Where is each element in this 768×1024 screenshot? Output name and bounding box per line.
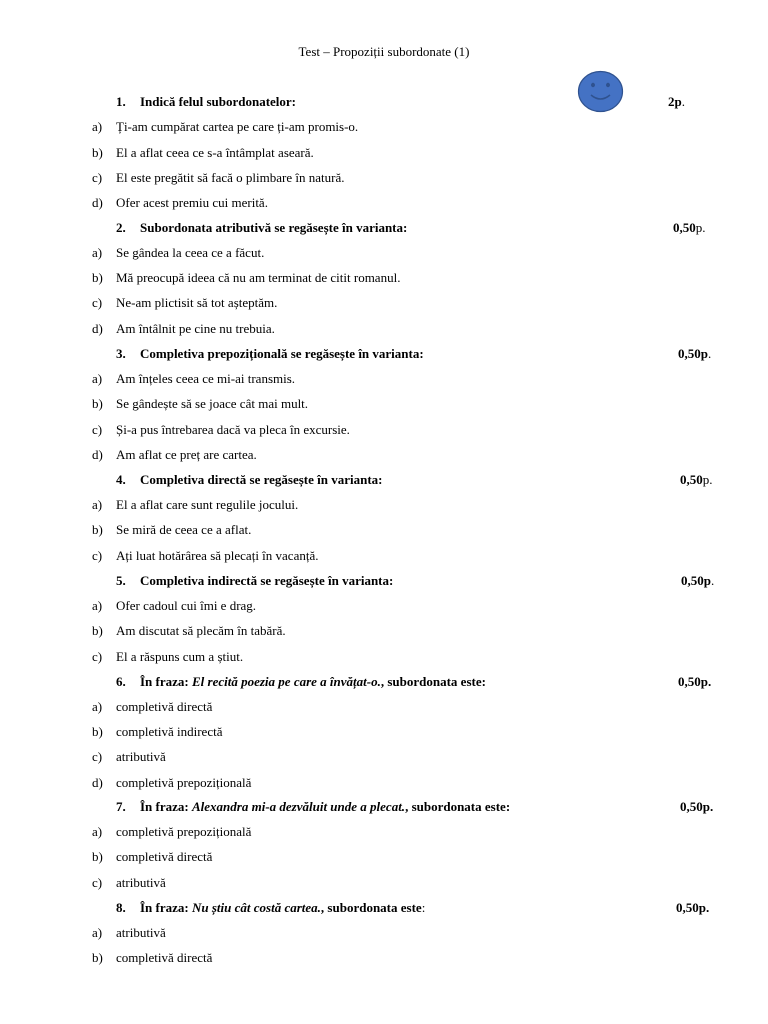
option-text: Am înțeles ceea ce mi-ai transmis. <box>116 371 296 386</box>
question-8-option-a <box>0 923 768 943</box>
option-text: Se gândește să se joace cât mai mult. <box>116 396 309 411</box>
question-number: 6. <box>116 674 126 689</box>
option-letter: c) <box>92 875 103 890</box>
question-points: 0,50p. <box>676 900 710 915</box>
option-letter: c) <box>92 649 103 664</box>
option-text: completivă prepozițională <box>116 775 252 790</box>
option-text: El este pregătit să facă o plimbare în natură. <box>116 170 345 185</box>
question-text <box>140 898 425 918</box>
question-text: Completiva directă se regăsește în varianta: <box>140 472 383 487</box>
option-text: completivă prepozițională <box>116 824 252 839</box>
option-text: Ne-am plictisit să tot așteptăm. <box>116 295 278 310</box>
question-7-option-b <box>0 847 768 867</box>
question-6-option-b <box>0 722 768 742</box>
option-letter: d) <box>92 447 103 462</box>
question-text-after: , subordonata este: <box>405 799 511 814</box>
question-5-option-a <box>0 596 768 616</box>
question-number: 8. <box>116 900 126 915</box>
question-5-option-b <box>0 621 768 641</box>
option-text: Ofer cadoul cui îmi e drag. <box>116 598 257 613</box>
example-sentence: Nu știu cât costă cartea. <box>192 900 321 915</box>
example-sentence: El recită poezia pe care a învățat-o. <box>192 674 381 689</box>
option-letter: b) <box>92 522 103 537</box>
question-points <box>678 344 711 364</box>
option-text: atributivă <box>116 749 166 764</box>
points-value: 0,50 <box>680 472 703 487</box>
question-points <box>680 470 713 490</box>
question-text: Completiva indirectă se regăsește în varianta: <box>140 573 394 588</box>
option-letter: d) <box>92 195 103 210</box>
option-letter: a) <box>92 371 103 386</box>
option-text: Am aflat ce preț are cartea. <box>116 447 257 462</box>
question-6-option-a <box>0 697 768 717</box>
question-1-option-a <box>0 117 768 137</box>
option-text: completivă directă <box>116 849 213 864</box>
points-suffix: . <box>707 346 712 361</box>
question-2-option-c <box>0 293 768 313</box>
question-3-header <box>0 344 768 364</box>
option-text: El a aflat care sunt regulile jocului. <box>116 497 299 512</box>
question-points <box>673 218 706 238</box>
question-text-after: , subordonata este <box>320 900 422 915</box>
points-value: 0,50 <box>673 220 696 235</box>
question-4-option-b <box>0 520 768 540</box>
question-text-before: În fraza: <box>140 674 192 689</box>
question-3-option-c <box>0 420 768 440</box>
smiley-left-eye <box>591 83 595 87</box>
question-7-header <box>0 797 768 817</box>
option-letter: b) <box>92 950 103 965</box>
question-2-header <box>0 218 768 238</box>
question-1-option-d <box>0 193 768 213</box>
question-points: 0,50p. <box>680 799 714 814</box>
points-suffix: p. <box>695 220 706 235</box>
points-value: 0,50p <box>678 346 708 361</box>
question-text-after: , subordonata este: <box>380 674 486 689</box>
question-2-option-b <box>0 268 768 288</box>
question-text <box>140 797 510 817</box>
option-letter: c) <box>92 170 103 185</box>
option-text: completivă directă <box>116 950 213 965</box>
option-text: completivă indirectă <box>116 724 223 739</box>
option-letter: c) <box>92 548 103 563</box>
question-6-header <box>0 672 768 692</box>
option-letter: b) <box>92 849 103 864</box>
question-number: 2. <box>116 220 126 235</box>
question-1-option-b <box>0 143 768 163</box>
question-4-header <box>0 470 768 490</box>
option-letter: a) <box>92 245 103 260</box>
question-text: Subordonata atributivă se regăsește în varianta: <box>140 220 408 235</box>
question-text-colon: : <box>421 900 426 915</box>
option-letter: c) <box>92 749 103 764</box>
option-letter: a) <box>92 119 103 134</box>
question-2-option-d <box>0 319 768 339</box>
example-sentence: Alexandra mi-a dezvăluit unde a plecat. <box>192 799 406 814</box>
option-text: Se gândea la ceea ce a făcut. <box>116 245 265 260</box>
question-text: Indică felul subordonatelor: <box>140 94 297 109</box>
question-1-header <box>0 92 768 112</box>
smiley-right-eye <box>606 83 610 87</box>
question-text-before: În fraza: <box>140 900 192 915</box>
option-letter: a) <box>92 497 103 512</box>
option-letter: b) <box>92 623 103 638</box>
option-text: Mă preocupă ideea că nu am terminat de citit romanul. <box>116 270 401 285</box>
question-7-option-a <box>0 822 768 842</box>
option-text: Am discutat să plecăm în tabără. <box>116 623 286 638</box>
question-6-option-d <box>0 773 768 793</box>
option-text: El a aflat ceea ce s-a întâmplat aseară. <box>116 145 314 160</box>
option-text: atributivă <box>116 925 166 940</box>
question-text: Completiva prepozițională se regăsește în varianta: <box>140 346 424 361</box>
option-letter: c) <box>92 422 103 437</box>
points-suffix: . <box>710 573 715 588</box>
option-letter: d) <box>92 321 103 336</box>
question-6-option-c <box>0 747 768 767</box>
option-letter: b) <box>92 724 103 739</box>
option-letter: a) <box>92 824 103 839</box>
question-number: 3. <box>116 346 126 361</box>
question-5-option-c <box>0 647 768 667</box>
option-letter: b) <box>92 270 103 285</box>
question-points: 0,50p. <box>678 674 712 689</box>
page-title: Test – Propoziții subordonate (1) <box>298 44 470 59</box>
question-5-header <box>0 571 768 591</box>
option-text: Se miră de ceea ce a aflat. <box>116 522 252 537</box>
question-text <box>140 672 486 692</box>
question-8-option-b <box>0 948 768 968</box>
question-points <box>668 92 685 112</box>
option-text: completivă directă <box>116 699 213 714</box>
option-text: Și-a pus întrebarea dacă va pleca în excursie. <box>116 422 350 437</box>
question-8-header <box>0 898 768 918</box>
question-text-before: În fraza: <box>140 799 192 814</box>
points-suffix: p. <box>702 472 713 487</box>
option-letter: a) <box>92 925 103 940</box>
option-text: Ți-am cumpărat cartea pe care ți-am promis-o. <box>116 119 359 134</box>
question-4-option-c <box>0 546 768 566</box>
option-letter: d) <box>92 775 103 790</box>
question-number: 5. <box>116 573 126 588</box>
option-text: Ofer acest premiu cui merită. <box>116 195 268 210</box>
question-3-option-b <box>0 394 768 414</box>
option-text: El a răspuns cum a știut. <box>116 649 244 664</box>
points-value: 2p <box>668 94 682 109</box>
option-text: Ați luat hotărârea să plecați în vacanță. <box>116 548 319 563</box>
option-text: atributivă <box>116 875 166 890</box>
option-letter: a) <box>92 699 103 714</box>
option-letter: a) <box>92 598 103 613</box>
question-3-option-a <box>0 369 768 389</box>
points-suffix: . <box>681 94 685 109</box>
question-3-option-d <box>0 445 768 465</box>
question-number: 4. <box>116 472 126 487</box>
option-letter: b) <box>92 396 103 411</box>
question-2-option-a <box>0 243 768 263</box>
points-value: 0,50p <box>681 573 711 588</box>
option-letter: b) <box>92 145 103 160</box>
question-number: 1. <box>116 94 126 109</box>
option-letter: c) <box>92 295 103 310</box>
option-text: Am întâlnit pe cine nu trebuia. <box>116 321 275 336</box>
question-1-option-c <box>0 168 768 188</box>
question-4-option-a <box>0 495 768 515</box>
question-number: 7. <box>116 799 126 814</box>
question-7-option-c <box>0 873 768 893</box>
question-points <box>681 571 714 591</box>
